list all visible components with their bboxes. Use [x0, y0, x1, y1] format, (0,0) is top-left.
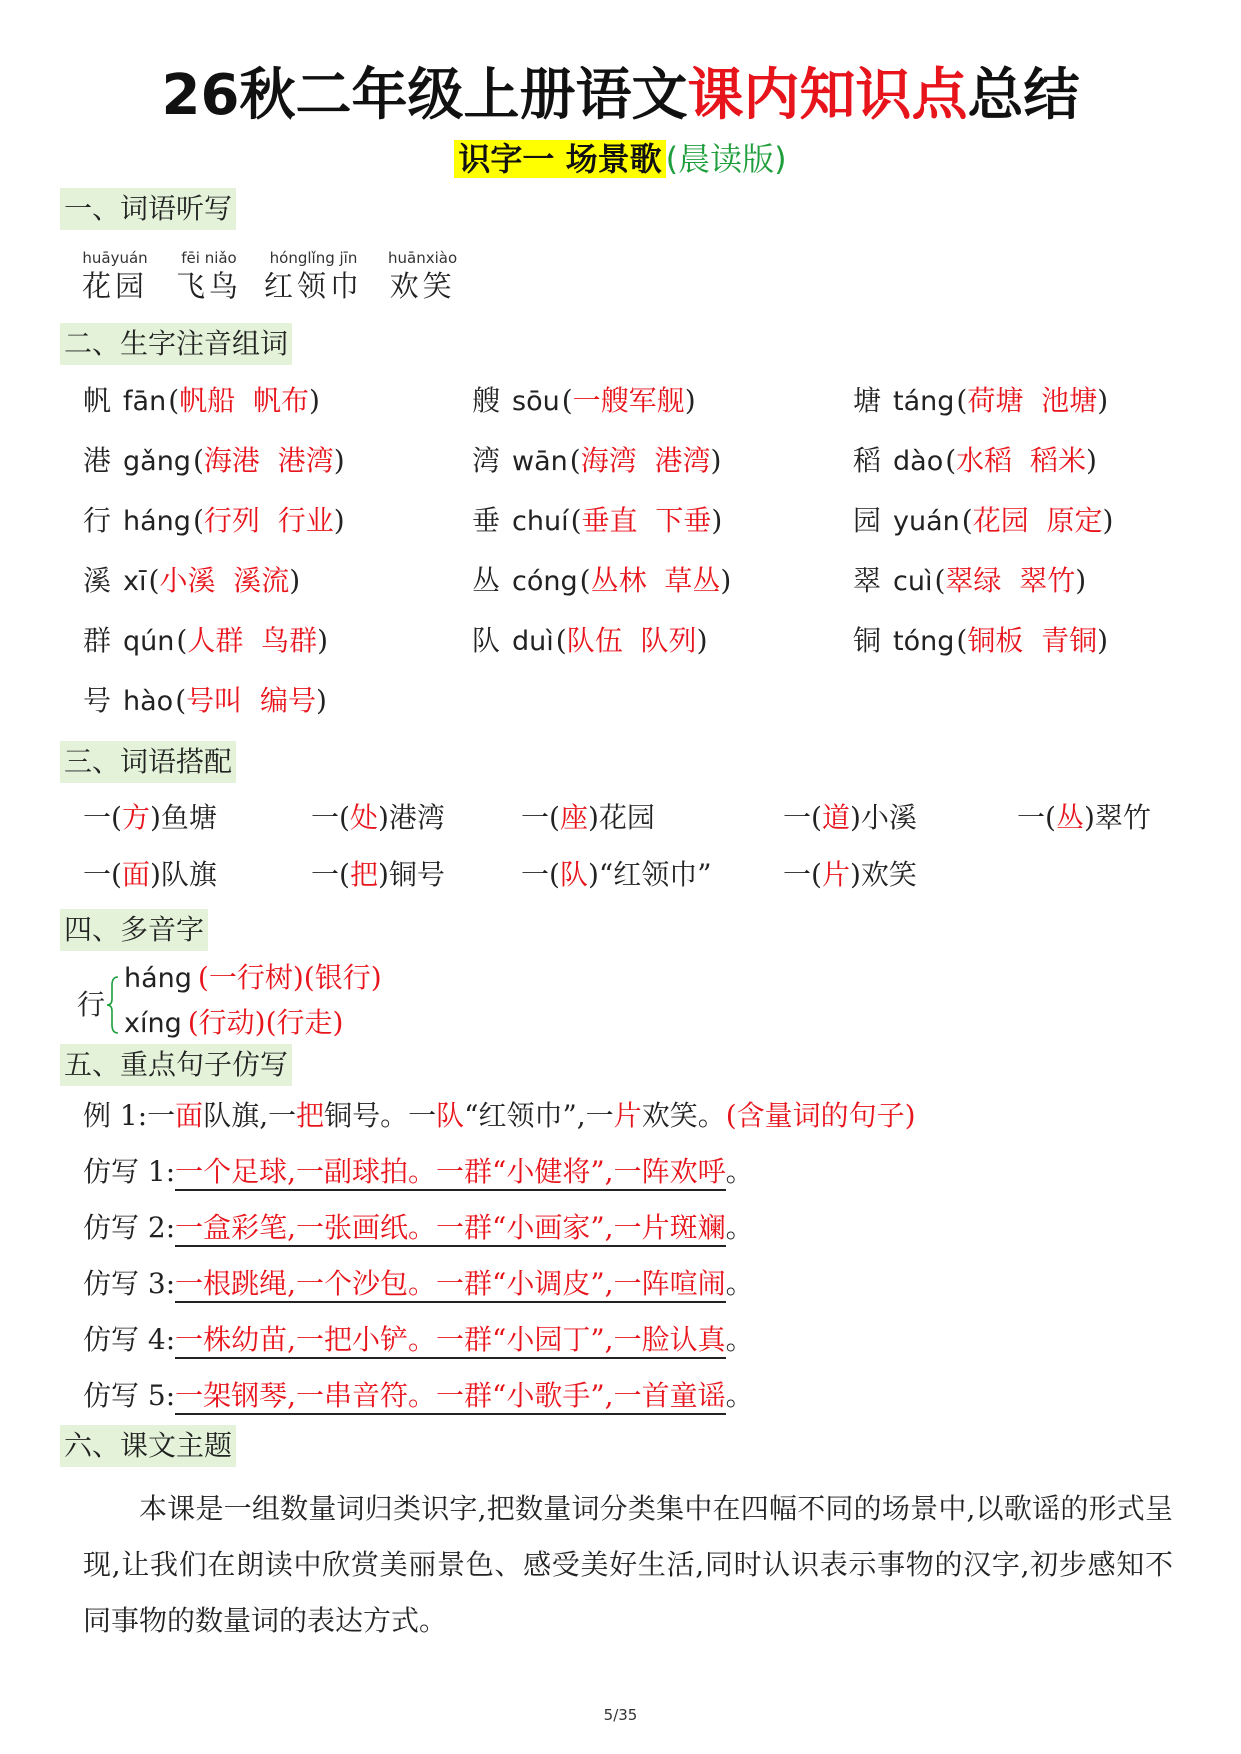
- polyphone-word-1: (行动): [187, 1006, 266, 1039]
- example-measure-word: 面: [175, 1099, 204, 1132]
- bracket-open: (: [148, 564, 160, 597]
- imitation-sentence: [83, 1376, 754, 1416]
- imitation-label: 仿写 1:: [83, 1155, 176, 1188]
- character: 丛: [472, 564, 501, 597]
- word-2: 帆布: [252, 384, 309, 417]
- polyphone-word-1: (一行树): [197, 961, 304, 994]
- page-number: 5/35: [603, 1706, 638, 1724]
- character-entry: [853, 441, 1097, 482]
- matching-answer: 座: [559, 801, 588, 834]
- matching-item: [83, 855, 217, 895]
- word-1: 海湾: [580, 444, 637, 477]
- matching-item: [83, 798, 217, 838]
- bracket-open: (: [956, 624, 968, 657]
- bracket-close: ): [720, 564, 732, 597]
- page-subtitle: [0, 136, 1241, 182]
- bracket-close: ): [317, 624, 329, 657]
- section-sentence-heading: 五、重点句子仿写: [60, 1044, 292, 1086]
- imitation-sentence: [83, 1208, 754, 1248]
- word-2: 溪流: [233, 564, 290, 597]
- dictation-item: [176, 248, 242, 304]
- example-text: 铜号。一: [324, 1099, 437, 1132]
- section-dictation-heading: 一、词语听写: [60, 188, 236, 230]
- character-pinyin: cuì: [893, 566, 933, 597]
- character: 塘: [853, 384, 882, 417]
- matching-prefix: 一(: [783, 858, 822, 891]
- character: 帆: [83, 384, 112, 417]
- bracket-close: ): [710, 444, 722, 477]
- character-pinyin: chuí: [512, 506, 569, 537]
- matching-suffix: )欢笑: [849, 858, 917, 891]
- dictation-word: 飞鸟: [176, 269, 243, 303]
- word-1: 水稻: [956, 444, 1013, 477]
- dictation-word: 红领巾: [264, 269, 364, 303]
- dictation-pinyin: fēi niǎo: [181, 249, 237, 267]
- bracket-open: (: [961, 504, 973, 537]
- title-part-2: 总结: [967, 63, 1080, 128]
- example-text: 一: [147, 1099, 176, 1132]
- word-1: 海港: [203, 444, 260, 477]
- dictation-word: 花园: [82, 269, 149, 303]
- word-1: 号叫: [186, 684, 243, 717]
- imitation-end: 。: [725, 1379, 754, 1412]
- matching-item: [521, 855, 712, 895]
- character: 队: [472, 624, 501, 657]
- edition-note: (晨读版): [665, 140, 787, 178]
- imitation-label: 仿写 3:: [83, 1267, 176, 1300]
- imitation-label: 仿写 5:: [83, 1379, 176, 1412]
- bracket-close: ): [1086, 444, 1097, 477]
- word-2: 翠竹: [1019, 564, 1076, 597]
- character-pinyin: háng: [123, 506, 191, 537]
- polyphone-pinyin: háng: [124, 963, 192, 994]
- example-text: “红领巾”,一: [464, 1099, 614, 1132]
- character-pinyin: cóng: [512, 566, 578, 597]
- bracket-open: (: [579, 564, 591, 597]
- character-pinyin: fān: [123, 386, 167, 417]
- imitation-sentence: [83, 1320, 754, 1360]
- word-1: 花园: [972, 504, 1029, 537]
- character-entry: [472, 441, 721, 482]
- bracket-close: ): [696, 624, 708, 657]
- word-1: 队伍: [566, 624, 623, 657]
- character-entry: [853, 381, 1108, 422]
- character: 湾: [472, 444, 501, 477]
- word-2: 池塘: [1041, 384, 1098, 417]
- bracket-open: (: [176, 624, 188, 657]
- lesson-name: 识字一 场景歌: [454, 140, 665, 178]
- character-entry: [472, 621, 708, 662]
- matching-prefix: 一(: [311, 801, 350, 834]
- word-1: 荷塘: [967, 384, 1024, 417]
- matching-answer: 片: [821, 858, 850, 891]
- bracket-open: (: [934, 564, 946, 597]
- matching-prefix: 一(: [83, 858, 122, 891]
- dictation-pinyin: hónglǐng jīn: [269, 249, 358, 267]
- imitation-label: 仿写 2:: [83, 1211, 176, 1244]
- bracket-open: (: [192, 504, 204, 537]
- matching-item: [311, 798, 445, 838]
- character-entry: [853, 561, 1086, 602]
- example-measure-word: 把: [296, 1099, 325, 1132]
- character-pinyin: gǎng: [123, 446, 191, 477]
- word-1: 铜板: [967, 624, 1024, 657]
- word-2: 稻米: [1029, 444, 1086, 477]
- matching-item: [521, 798, 655, 838]
- character-pinyin: táng: [893, 386, 955, 417]
- character-entry: [83, 681, 327, 722]
- word-2: 青铜: [1041, 624, 1098, 657]
- imitation-answer: 一根跳绳,一个沙包。一群“小调皮”,一阵喧闹: [175, 1267, 725, 1303]
- example-text: 欢笑。: [641, 1099, 726, 1132]
- example-measure-word: 队: [436, 1099, 465, 1132]
- bracket-open: (: [569, 444, 581, 477]
- polyphone-word-2: (银行): [303, 961, 382, 994]
- matching-prefix: 一(: [1017, 801, 1056, 834]
- word-2: 编号: [259, 684, 316, 717]
- character-pinyin: tóng: [893, 626, 955, 657]
- bracket-close: ): [1102, 504, 1114, 537]
- character: 行: [83, 504, 112, 537]
- matching-suffix: )港湾: [377, 801, 445, 834]
- word-2: 港湾: [277, 444, 334, 477]
- matching-suffix: )鱼塘: [149, 801, 217, 834]
- word-2: 行业: [277, 504, 334, 537]
- word-1: 一艘: [572, 384, 629, 417]
- word-2: 港湾: [654, 444, 711, 477]
- word-2: 下垂: [655, 504, 712, 537]
- character: 垂: [472, 504, 501, 537]
- dictation-word: 欢笑: [389, 269, 456, 303]
- character-entry: [472, 381, 696, 422]
- character: 稻: [853, 444, 882, 477]
- matching-item: [1017, 798, 1151, 838]
- bracket-open: (: [561, 384, 573, 417]
- matching-prefix: 一(: [521, 858, 560, 891]
- dictation-pinyin: huānxiào: [388, 249, 458, 267]
- word-2: 鸟群: [261, 624, 318, 657]
- imitation-end: 。: [725, 1267, 754, 1300]
- bracket-close: ): [315, 684, 327, 717]
- bracket-open: (: [570, 504, 582, 537]
- character-pinyin: yuán: [893, 506, 960, 537]
- example-measure-word: 片: [613, 1099, 642, 1132]
- matching-prefix: 一(: [83, 801, 122, 834]
- bracket-close: ): [684, 384, 696, 417]
- matching-answer: 把: [349, 858, 378, 891]
- matching-prefix: 一(: [783, 801, 822, 834]
- bracket-open: (: [555, 624, 567, 657]
- bracket-open: (: [168, 384, 180, 417]
- character: 翠: [853, 564, 882, 597]
- example-note: (含量词的句子): [725, 1099, 916, 1132]
- polyphone-character: 行: [77, 988, 106, 1021]
- matching-item: [311, 855, 445, 895]
- polyphone-reading: [124, 958, 382, 999]
- section-characters-heading: 二、生字注音组词: [60, 323, 292, 365]
- polyphone-word-2: (行走): [265, 1006, 344, 1039]
- matching-prefix: 一(: [311, 858, 350, 891]
- imitation-answer: 一个足球,一副球拍。一群“小健将”,一阵欢呼: [175, 1155, 725, 1191]
- character-pinyin: duì: [512, 626, 554, 657]
- word-2: 草丛: [664, 564, 721, 597]
- character: 园: [853, 504, 882, 537]
- example-label: 例 1:: [83, 1099, 148, 1132]
- character: 群: [83, 624, 112, 657]
- character-entry: [472, 561, 731, 602]
- character-entry: [853, 501, 1113, 542]
- word-2: 军舰: [628, 384, 685, 417]
- character: 港: [83, 444, 112, 477]
- bracket-open: (: [956, 384, 968, 417]
- character-entry: [83, 381, 320, 422]
- brace-icon: [106, 975, 120, 1035]
- character-pinyin: hào: [123, 686, 174, 717]
- dictation-item: [388, 248, 457, 304]
- matching-answer: 队: [559, 858, 588, 891]
- character: 号: [83, 684, 112, 717]
- matching-answer: 面: [121, 858, 150, 891]
- bracket-close: ): [1097, 624, 1109, 657]
- bracket-close: ): [333, 444, 345, 477]
- bracket-open: (: [175, 684, 187, 717]
- matching-suffix: )花园: [587, 801, 655, 834]
- character-pinyin: sōu: [512, 386, 560, 417]
- word-1: 小溪: [159, 564, 216, 597]
- page-title: [0, 60, 1241, 132]
- word-1: 翠绿: [945, 564, 1002, 597]
- character-entry: [83, 561, 300, 602]
- matching-suffix: )“红领巾”: [587, 858, 712, 891]
- matching-prefix: 一(: [521, 801, 560, 834]
- matching-item: [783, 855, 917, 895]
- character-entry: [853, 621, 1108, 662]
- polyphone-pinyin: xíng: [124, 1008, 182, 1039]
- title-part-1: 26秋二年级上册语文: [161, 63, 688, 128]
- matching-suffix: )铜号: [377, 858, 445, 891]
- matching-answer: 处: [349, 801, 378, 834]
- matching-suffix: )队旗: [149, 858, 217, 891]
- word-1: 丛林: [590, 564, 647, 597]
- example-sentence: [83, 1096, 916, 1136]
- bracket-close: ): [1075, 564, 1087, 597]
- character-entry: [472, 501, 722, 542]
- section-theme-heading: 六、课文主题: [60, 1425, 236, 1467]
- bracket-close: ): [333, 504, 345, 537]
- character: 艘: [472, 384, 501, 417]
- bracket-open: (: [945, 444, 957, 477]
- matching-suffix: )小溪: [849, 801, 917, 834]
- bracket-close: ): [1097, 384, 1109, 417]
- word-2: 原定: [1046, 504, 1103, 537]
- imitation-answer: 一盒彩笔,一张画纸。一群“小画家”,一片斑斓: [175, 1211, 725, 1247]
- section-polyphone-heading: 四、多音字: [60, 909, 208, 951]
- matching-answer: 方: [121, 801, 150, 834]
- imitation-sentence: [83, 1264, 754, 1304]
- imitation-end: 。: [725, 1155, 754, 1188]
- theme-paragraph: 本课是一组数量词归类识字,把数量词分类集中在四幅不同的场景中,以歌谣的形式呈现,让我们在朗读中欣赏美丽景色、感受美好生活,同时认识表示事物的汉字,初步感知不同事物的数量词的表达方式。: [83, 1492, 1173, 1637]
- imitation-answer: 一株幼苗,一把小铲。一群“小园丁”,一脸认真: [175, 1323, 725, 1359]
- word-1: 垂直: [581, 504, 638, 537]
- section-matching-heading: 三、词语搭配: [60, 741, 236, 783]
- matching-answer: 道: [821, 801, 850, 834]
- bracket-close: ): [308, 384, 320, 417]
- bracket-close: ): [711, 504, 723, 537]
- imitation-end: 。: [725, 1323, 754, 1356]
- imitation-label: 仿写 4:: [83, 1323, 176, 1356]
- dictation-item: [82, 248, 148, 304]
- character-pinyin: qún: [123, 626, 175, 657]
- character-pinyin: wān: [512, 446, 568, 477]
- matching-suffix: )翠竹: [1083, 801, 1151, 834]
- character-pinyin: xī: [123, 566, 147, 597]
- polyphone-reading: [124, 1003, 343, 1044]
- matching-item: [783, 798, 917, 838]
- example-text: 队旗,一: [203, 1099, 297, 1132]
- imitation-answer: 一架钢琴,一串音符。一群“小歌手”,一首童谣: [175, 1379, 725, 1415]
- imitation-end: 。: [725, 1211, 754, 1244]
- character-entry: [83, 621, 328, 662]
- word-1: 行列: [203, 504, 260, 537]
- word-1: 人群: [187, 624, 244, 657]
- matching-answer: 丛: [1055, 801, 1084, 834]
- character-entry: [83, 441, 345, 482]
- dictation-pinyin: huāyuán: [82, 249, 148, 267]
- character: 铜: [853, 624, 882, 657]
- dictation-item: [264, 248, 363, 304]
- imitation-sentence: [83, 1152, 754, 1192]
- word-1: 帆船: [179, 384, 236, 417]
- character-pinyin: dào: [893, 446, 944, 477]
- character-entry: [83, 501, 345, 542]
- character: 溪: [83, 564, 112, 597]
- word-2: 队列: [640, 624, 697, 657]
- bracket-close: ): [289, 564, 301, 597]
- title-highlight: 课内知识点: [687, 63, 968, 128]
- bracket-open: (: [192, 444, 204, 477]
